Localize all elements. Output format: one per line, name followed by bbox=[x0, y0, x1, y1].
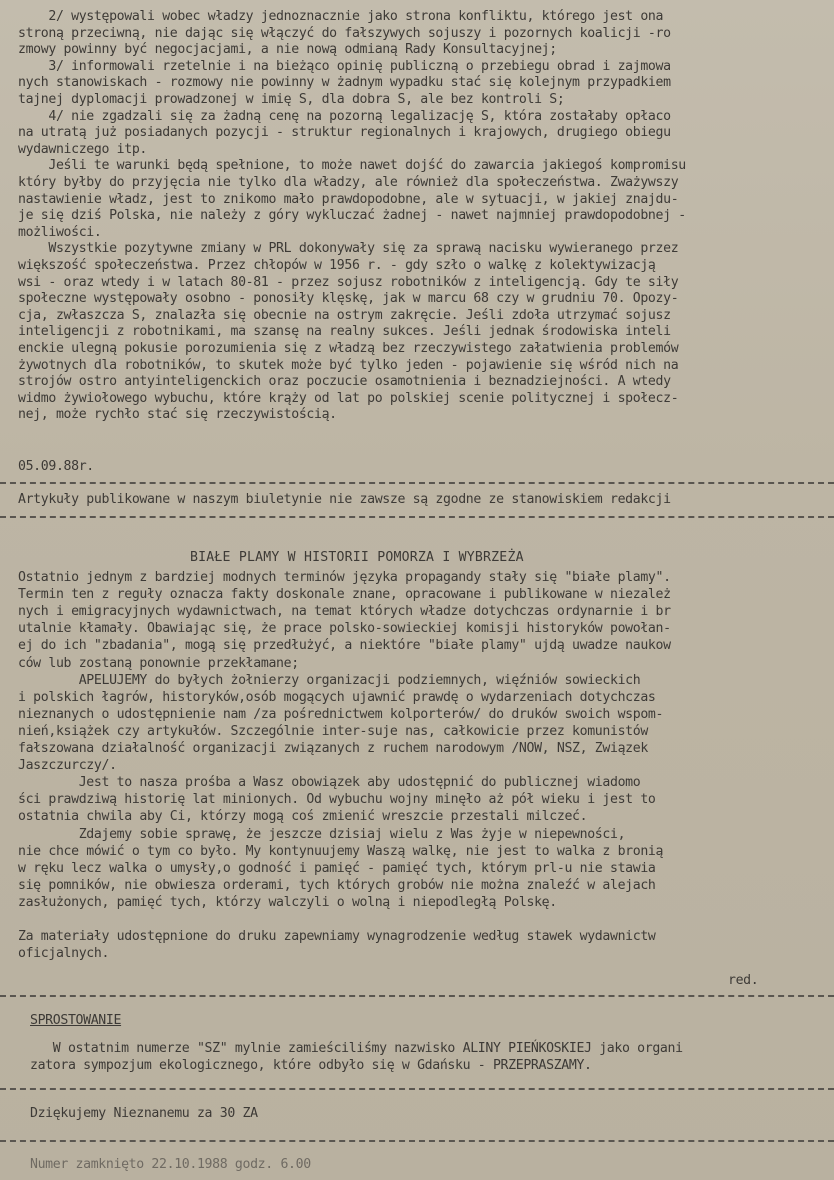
text-line: i polskich łagrów, historyków,osób mogących ujawnić prawdę o wydarzeniach dotychczas bbox=[18, 689, 656, 705]
text-line: nastawienie władz, jest to znikomo mało prawdopodobne, ale w sytuacji, w jakiej znajdu- bbox=[18, 191, 679, 207]
text-line: APELUJEMY do byłych żołnierzy organizacji podziemnych, więźniów sowieckich bbox=[18, 672, 641, 688]
text-line: Zdajemy sobie sprawę, że jeszcze dzisiaj wielu z Was żyje w niepewności, bbox=[18, 826, 626, 842]
text-line: 3/ informowali rzetelnie i na bieżąco opinię publiczną o przebiegu obrad i zajmowa bbox=[18, 58, 671, 74]
text-line: się pomników, nie obwiesza orderami, tych których grobów nie można znaleźć w alejach bbox=[18, 877, 656, 893]
text-line: oficjalnych. bbox=[18, 946, 110, 962]
text-line: W ostatnim numerze "SZ" mylnie zamieściliśmy nazwisko ALINY PIEŃKOSKIEJ jako organi bbox=[30, 1041, 683, 1056]
text-line: żywotnych dla robotników, to skutek może być tylko jeden - pojawienie się wśród nich na bbox=[18, 357, 679, 373]
text-line: cja, zwłaszcza S, znalazła się obecnie na ostrym zakręcie. Jeśli zdoła utrzymać sojusz bbox=[18, 307, 671, 323]
text-line: który byłby do przyjęcia nie tylko dla władzy, ale również dla społeczeństwa. Zważywszy bbox=[18, 175, 679, 190]
text-line: zasłużonych, pamięć tych, którzy walczyli o wolną i niepodległą Polskę. bbox=[18, 894, 557, 910]
text-line: 2/ występowali wobec władzy jednoznacznie jako strona konfliktu, którego jest ona bbox=[18, 9, 664, 24]
text-line: 4/ nie zgadzali się za żadną cenę na pozorną legalizację S, która zostałaby opłaco bbox=[18, 108, 671, 124]
article-date: 05.09.88r. bbox=[18, 459, 94, 474]
text-line: je się dziś Polska, nie należy z góry wykluczać żadnej - nawet najmniej prawdopodobnej - bbox=[18, 208, 686, 224]
disclaimer-text: Artykuły publikowane w naszym biuletynie nie zawsze są zgodne ze stanowiskiem redakcji bbox=[18, 492, 671, 507]
text-line: wsi - oraz wtedy i w latach 80-81 - przez sojusz robotników z inteligencją. Gdy te siły bbox=[18, 274, 679, 290]
text-line: ej do ich "zbadania", mogą się przedłużyć, a niektóre "białe plamy" ujdą uwadze naukow bbox=[18, 638, 671, 654]
text-line: ców lub zostaną ponownie przekłamane; bbox=[18, 655, 299, 671]
text-line: ści prawdziwą historię lat minionych. Od wybuchu wojny minęło aż pół wieku i jest to bbox=[18, 792, 656, 808]
text-line: Ostatnio jednym z bardziej modnych terminów języka propagandy stały się "białe plamy". bbox=[18, 570, 671, 585]
text-line: ostatnia chwila aby Ci, którzy mogą coś zmienić wreszcie przestali milczeć. bbox=[18, 809, 588, 825]
divider bbox=[0, 1140, 834, 1142]
text-line: zmowy powinny być negocjacjami, a nie nową odmianą Rady Konsultacyjnej; bbox=[18, 42, 557, 58]
divider bbox=[0, 482, 834, 484]
text-line: większość społeczeństwa. Przez chłopów w 1956 r. - gdy szło o walkę z kolektywizacją bbox=[18, 258, 656, 273]
text-line: nej, może rychło stać się rzeczywistością. bbox=[18, 407, 337, 423]
text-line: widmo żywiołowego wybuchu, które krąży od lat po polskiej scenie politycznej i społecz- bbox=[18, 390, 679, 406]
text-line: Jeśli te warunki będą spełnione, to może nawet dojść do zawarcia jakiegoś kompromisu bbox=[18, 158, 686, 174]
signature: red. bbox=[728, 973, 759, 988]
text-line: społeczne występowały osobno - ponosiły klęskę, jak w marcu 68 czy w grudniu 70. Opozy- bbox=[18, 291, 679, 307]
text-line: stroną przeciwną, nie dając się włączyć do fałszywych sojuszy i pozornych koalicji -ro bbox=[18, 25, 671, 41]
text-line: fałszowana działalność organizacji związanych z ruchem narodowym /NOW, NSZ, Związek bbox=[18, 741, 648, 756]
text-line: nych stanowiskach - rozmowy nie powinny w żadnym wypadku stać się kolejnym przypadkiem bbox=[18, 75, 671, 91]
text-line: strojów ostro antyinteligenckich oraz poczucie osamotnienia i beznadziejności. A wtedy bbox=[18, 374, 671, 390]
text-line: Jest to nasza prośba a Wasz obowiązek aby udostępnić do publicznej wiadomo bbox=[18, 775, 641, 791]
text-line: nieznanych o udostępnienie nam /za pośrednictwem kolporterów/ do druków swoich wspom- bbox=[18, 706, 664, 722]
article-title: BIAŁE PLAMY W HISTORII POMORZA I WYBRZEŻA bbox=[190, 550, 524, 565]
thanks-note: Dziękujemy Nieznanemu za 30 ZA bbox=[30, 1106, 258, 1121]
correction-heading: SPROSTOWANIE bbox=[30, 1013, 122, 1028]
text-line: na utratą już posiadanych pozycji - struktur regionalnych i krajowych, drugiego obiegu bbox=[18, 125, 671, 141]
closing-info: Numer zamknięto 22.10.1988 godz. 6.00 bbox=[30, 1157, 311, 1172]
text-line: nie chce mówić o tym co było. My kontynuujemy Waszą walkę, nie jest to walka z bronią bbox=[18, 843, 664, 859]
text-line: wydawniczego itp. bbox=[18, 141, 148, 157]
text-line: tajnej dyplomacji prowadzonej w imię S, dla dobra S, ale bez kontroli S; bbox=[18, 92, 565, 107]
text-line: możliwości. bbox=[18, 224, 102, 240]
text-line: enckie ulegną pokusie porozumienia się z władzą bez rzeczywistego załatwienia problemów bbox=[18, 341, 679, 356]
text-line: w ręku lecz walka o umysły,o godność i pamięć - pamięć tych, którym prl-u nie stawia bbox=[18, 860, 656, 876]
text-line: utalnie kłamały. Obawiając się, że prace polsko-sowieckiej komisji historyków powołan- bbox=[18, 621, 671, 637]
text-line: Za materiały udostępnione do druku zapewniamy wynagrodzenie według stawek wydawnictw bbox=[18, 929, 656, 945]
text-line: nych i emigracyjnych wydawnictwach, na temat których władze dotychczas ordynarnie i br bbox=[18, 604, 671, 620]
text-line: Wszystkie pozytywne zmiany w PRL dokonywały się za sprawą nacisku wywieranego przez bbox=[18, 241, 679, 257]
text-line: Termin ten z reguły oznacza fakty doskonale znane, opracowane i publikowane w niezależ bbox=[18, 587, 671, 603]
divider bbox=[0, 995, 834, 997]
divider bbox=[0, 516, 834, 518]
text-line: inteligencji z robotnikami, ma szansę na realny sukces. Jeśli jednak środowiska inteli bbox=[18, 324, 671, 340]
text-line: zatora sympozjum ekologicznego, które odbyło się w Gdańsku - PRZEPRASZAMY. bbox=[30, 1058, 592, 1073]
divider bbox=[0, 1088, 834, 1090]
text-line: Jaszczurczy/. bbox=[18, 758, 117, 774]
text-line: nień,książek czy artykułów. Szczególnie inter-suje nas, całkowicie przez komunistów bbox=[18, 723, 648, 739]
